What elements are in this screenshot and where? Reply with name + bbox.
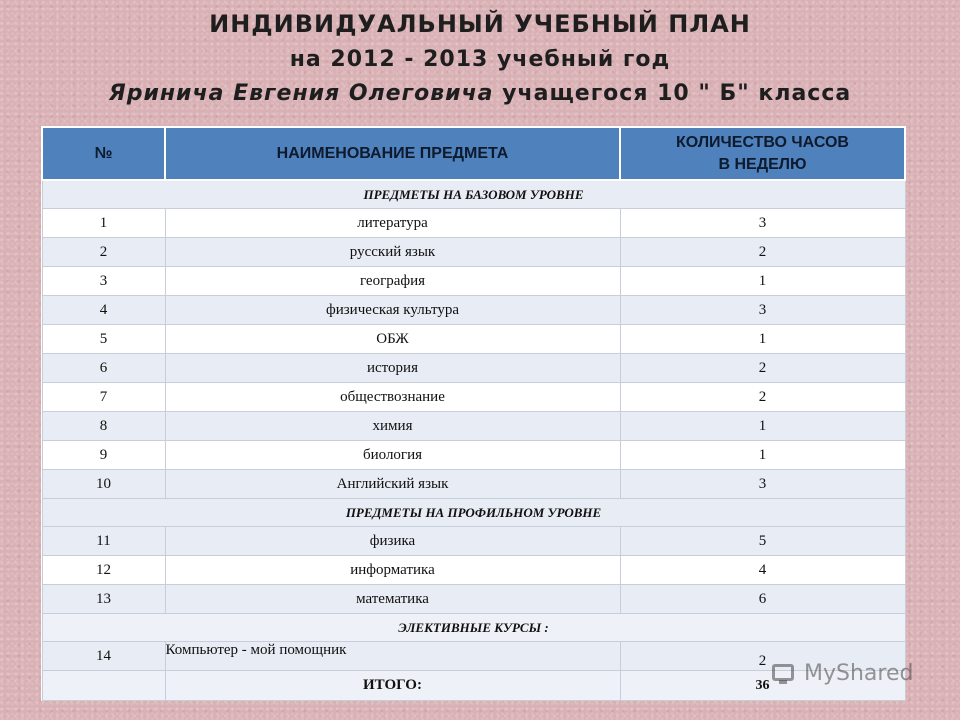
- row-subject: биология: [165, 441, 620, 470]
- table-header: [42, 127, 905, 180]
- row-number: 3: [42, 267, 165, 296]
- student-name: Яринича Евгения Олеговича: [108, 81, 494, 106]
- row-number: 14: [42, 642, 165, 671]
- row-hours: 3: [620, 296, 905, 325]
- table-row: [42, 470, 905, 499]
- table-row: [42, 209, 905, 238]
- col-number-header: №: [42, 127, 165, 180]
- section-elective-label: ЭЛЕКТИВНЫЕ КУРСЫ :: [42, 614, 905, 642]
- table-row: [42, 325, 905, 354]
- table-row: [42, 556, 905, 585]
- watermark-text: MyShared: [804, 660, 914, 686]
- row-hours: 4: [620, 556, 905, 585]
- section-basic-label: ПРЕДМЕТЫ НА БАЗОВОМ УРОВНЕ: [42, 180, 905, 209]
- row-hours: 2: [620, 354, 905, 383]
- watermark: [770, 656, 930, 690]
- row-number: 11: [42, 527, 165, 556]
- col-subject-header: НАИМЕНОВАНИЕ ПРЕДМЕТА: [165, 127, 620, 180]
- table-row: [42, 585, 905, 614]
- row-hours: 1: [620, 412, 905, 441]
- table-row: [42, 267, 905, 296]
- row-hours: 1: [620, 441, 905, 470]
- table-row: [42, 412, 905, 441]
- row-subject: физическая культура: [165, 296, 620, 325]
- row-subject: литература: [165, 209, 620, 238]
- table-row: [42, 527, 905, 556]
- row-subject: ОБЖ: [165, 325, 620, 354]
- row-subject: информатика: [165, 556, 620, 585]
- plan-student: [0, 81, 960, 106]
- row-hours: 2: [620, 238, 905, 267]
- row-number: 1: [42, 209, 165, 238]
- row-hours: 2: [620, 383, 905, 412]
- row-hours: 1: [620, 325, 905, 354]
- row-hours: 1: [620, 267, 905, 296]
- monitor-icon: [770, 661, 798, 685]
- student-class: учащегося 10 " Б" класса: [502, 81, 852, 106]
- col-hours-header-line2: В НЕДЕЛЮ: [718, 155, 807, 173]
- row-hours: 3: [620, 209, 905, 238]
- row-number: 6: [42, 354, 165, 383]
- row-subject: русский язык: [165, 238, 620, 267]
- section-basic: [42, 180, 905, 209]
- row-subject: химия: [165, 412, 620, 441]
- row-hours: 6: [620, 585, 905, 614]
- col-hours-header: [620, 127, 905, 180]
- row-subject: Компьютер - мой помощник: [165, 642, 620, 671]
- row-subject: математика: [165, 585, 620, 614]
- curriculum-table: [41, 126, 906, 701]
- row-number: 10: [42, 470, 165, 499]
- plan-title: ИНДИВИДУАЛЬНЫЙ УЧЕБНЫЙ ПЛАН: [209, 10, 751, 38]
- row-number: 4: [42, 296, 165, 325]
- row-subject: география: [165, 267, 620, 296]
- row-subject: обществознание: [165, 383, 620, 412]
- col-hours-header-line1: КОЛИЧЕСТВО ЧАСОВ: [676, 133, 849, 151]
- table-row: [42, 383, 905, 412]
- row-subject: Английский язык: [165, 470, 620, 499]
- row-number: 8: [42, 412, 165, 441]
- row-number: 13: [42, 585, 165, 614]
- row-number: 9: [42, 441, 165, 470]
- row-subject: физика: [165, 527, 620, 556]
- plan-year: на 2012 - 2013 учебный год: [289, 47, 671, 72]
- row-number: 5: [42, 325, 165, 354]
- section-elective: [42, 614, 905, 642]
- table-row: [42, 441, 905, 470]
- row-hours: 5: [620, 527, 905, 556]
- row-hours: 2: [620, 642, 905, 671]
- table-row: [42, 238, 905, 267]
- total-value: 36: [620, 671, 905, 701]
- row-subject: история: [165, 354, 620, 383]
- row-hours: 3: [620, 470, 905, 499]
- row-number: 12: [42, 556, 165, 585]
- table-row: [42, 296, 905, 325]
- row-number: 2: [42, 238, 165, 267]
- section-profile-label: ПРЕДМЕТЫ НА ПРОФИЛЬНОМ УРОВНЕ: [42, 499, 905, 527]
- section-profile: [42, 499, 905, 527]
- table-row: [42, 354, 905, 383]
- row-number: 7: [42, 383, 165, 412]
- total-label: ИТОГО:: [165, 671, 620, 701]
- total-empty-cell: [42, 671, 165, 701]
